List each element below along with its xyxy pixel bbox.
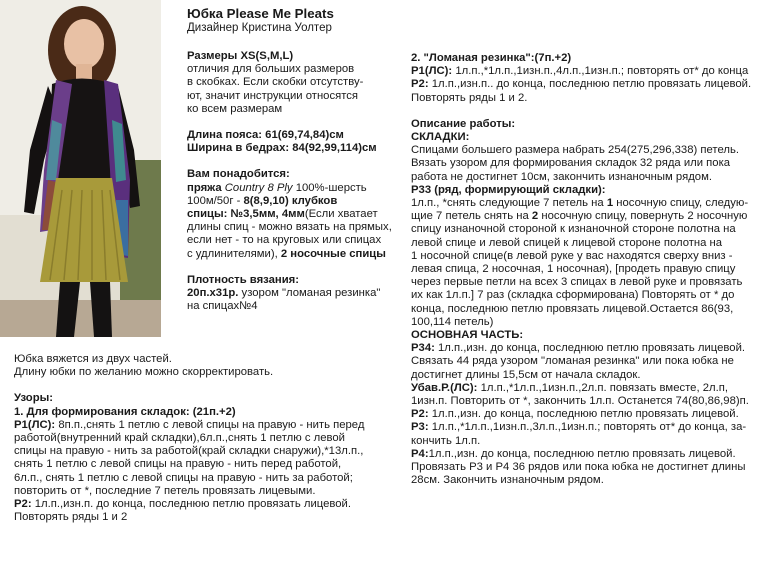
waist-measurement: Длина пояса: 61(69,74,84)см: [187, 129, 344, 142]
gauge-heading: Плотность вязания:: [187, 273, 300, 286]
pattern1-row1-cont: снять 1 петлю с левой спицы на правую - нить перед работой,: [14, 458, 342, 471]
pattern2-title: 2. "Ломаная резинка":(7п.+2): [411, 52, 572, 64]
needles-note: если нет - то на круговых или спицах: [187, 234, 382, 247]
pattern1-row1: Р1(ЛС): 8п.п.,снять 1 петлю с левой спицы на правую - нить перед: [14, 418, 365, 431]
p33-line: спицу изнаночной стороной к изнаночной стороне полотна на: [411, 223, 736, 236]
decrease-line: 1изн.п. Повторить от *, закончить 1л.п. Останется 74(80,86,98)п.: [411, 395, 749, 408]
row3-line: Р3: 1л.п.,*1л.п.,1изн.п.,3л.п.,1изн.п.; повторять от* до конца, за-: [411, 421, 747, 434]
p33-line: левой спице и левой спицей к лицевой стороне полотна на: [411, 236, 723, 249]
pattern2-repeat: Повторять ряды 1 и 2.: [411, 91, 528, 104]
patterns-block: [14, 353, 364, 524]
folds-line: Спицами большего размера набрать 254(275,296,338) петель.: [411, 144, 739, 157]
folds-line: Вязать узором для формирования складок 32 ряда или пока: [411, 157, 731, 170]
pattern1-row1-cont: 6л.п., снять 1 петлю с левой спицы на правую - нить за работой;: [14, 471, 353, 484]
sizes-line: в скобках. Если скобки отсутству-: [187, 76, 364, 89]
patterns-heading: Узоры:: [14, 392, 54, 405]
p33-line: 100,114 петель): [411, 315, 494, 328]
model-photo: [0, 0, 161, 337]
pattern1-row1-cont: спицы на правую - нить за работой(край складки снаружи),*13л.п.,: [14, 445, 364, 458]
yarn-name: Country 8 Ply: [224, 181, 293, 194]
intro-line: Длину юбки по желанию можно скорректировать.: [14, 366, 274, 379]
needles-note: длины спиц - можно вязать на прямых,: [187, 221, 392, 234]
p33-line: щие 7 петель снять на 2 носочную спицу, повернуть 2 носочную: [411, 210, 748, 223]
row4-line: 28см. Закончить изнаночным рядом.: [411, 474, 604, 487]
pattern1-title: 1. Для формирования складок: (21п.+2): [14, 405, 236, 418]
pattern2-row2: Р2: 1л.п.,изн.п.. до конца, последнюю петлю провязать лицевой.: [411, 78, 752, 91]
work-block: [411, 52, 751, 488]
pattern1-row1-cont: повторить от *, последние 7 петель провязать лицевыми.: [14, 484, 316, 497]
gauge-line2: на спицах№4: [187, 300, 258, 313]
decrease-line: Убав.Р.(ЛС): 1л.п.,*1л.п.,1изн.п.,2л.п. повязать вместе, 2л.п,: [411, 381, 729, 394]
work-heading: Описание работы:: [411, 117, 516, 130]
p33-line: через первые петли на всех 3 спицах в левой руке и провязать: [411, 276, 743, 289]
gauge-line: 20п.х31р. узором "ломаная резинка": [187, 287, 381, 300]
p33-line: 1 носочной спице(в левой руке у вас находятся сверху вниз -: [411, 249, 733, 262]
pattern1-row2: Р2: 1л.п.,изн.п. до конца, последнюю петлю провязать лицевой.: [14, 498, 351, 511]
p34-line: достигнет длины 15,5см от начала складок.: [411, 368, 641, 381]
sizes-line: ко всем размерам: [187, 102, 283, 115]
model-illustration: [0, 0, 161, 337]
needles-note: с удлинителями), 2 носочные спицы: [187, 247, 386, 260]
main-part-heading: ОСНОВНАЯ ЧАСТЬ:: [411, 329, 524, 342]
p33-line: их как 1л.п.] 7 раз (складка сформирована) Повторять от * до: [411, 289, 735, 302]
pattern1-row1-cont: работой(внутренний край складки),6л.п.,снять 1 петлю с левой: [14, 432, 345, 445]
yarn-line: пряжа Country 8 Ply 100%-шерсть: [187, 181, 367, 194]
p33-line: левая спица, 2 носочная, 1 носочная), [продеть правую спицу: [411, 263, 736, 276]
sizes-heading: Размеры XS(S,M,L): [187, 50, 294, 62]
hips-measurement: Ширина в бедрах: 84(92,99,114)см: [187, 142, 377, 155]
specs-block: [187, 50, 392, 313]
folds-line: работа не достигнет 10см, закончить изнаночным рядом.: [411, 170, 712, 183]
pattern1-repeat: Повторять ряды 1 и 2: [14, 511, 128, 524]
row2-line: Р2: 1л.п.,изн. до конца, последнюю петлю провязать лицевой.: [411, 408, 739, 421]
p34-line: Связать 44 ряда узором "ломаная резинка" или пока юбка не: [411, 355, 734, 368]
pattern2-row1: Р1(ЛС): 1л.п.,*1л.п.,1изн.п.,4л.п.,1изн.п.; повторять от* до конца: [411, 65, 749, 78]
materials-heading: Вам понадобится:: [187, 168, 290, 181]
designer-credit: Дизайнер Кристина Уолтер: [187, 22, 332, 34]
sizes-line: ют, значит инструкции относятся: [187, 89, 359, 102]
page-title: Юбка Please Me Pleats: [187, 6, 334, 21]
folds-heading: СКЛАДКИ:: [411, 131, 470, 144]
p33-line: 1л.п., *снять следующие 7 петель на 1 носочную спицу, следую-: [411, 197, 749, 210]
row4-line: Провязать Р3 и Р4 36 рядов или пока юбка не достигнет длины: [411, 461, 746, 474]
p33-heading: Р33 (ряд, формирующий складки):: [411, 183, 606, 196]
row4-line: Р4:1л.п.,изн. до конца, последнюю петлю провязать лицевой.: [411, 447, 736, 460]
row3-line: кончить 1л.п.: [411, 434, 481, 447]
p33-line: конца, последнюю петлю провязать лицевой.Остается 86(93,: [411, 302, 734, 315]
yarn-quantity-line: 100м/50г - 8(8,9,10) клубков: [187, 194, 338, 207]
needles-line: спицы: №3,5мм, 4мм(Если хватает: [187, 208, 378, 221]
sizes-line: отличия для больших размеров: [187, 63, 355, 76]
p34-line: Р34: 1л.п.,изн. до конца, последнюю петлю провязать лицевой.: [411, 342, 746, 355]
intro-line: Юбка вяжется из двух частей.: [14, 353, 172, 365]
